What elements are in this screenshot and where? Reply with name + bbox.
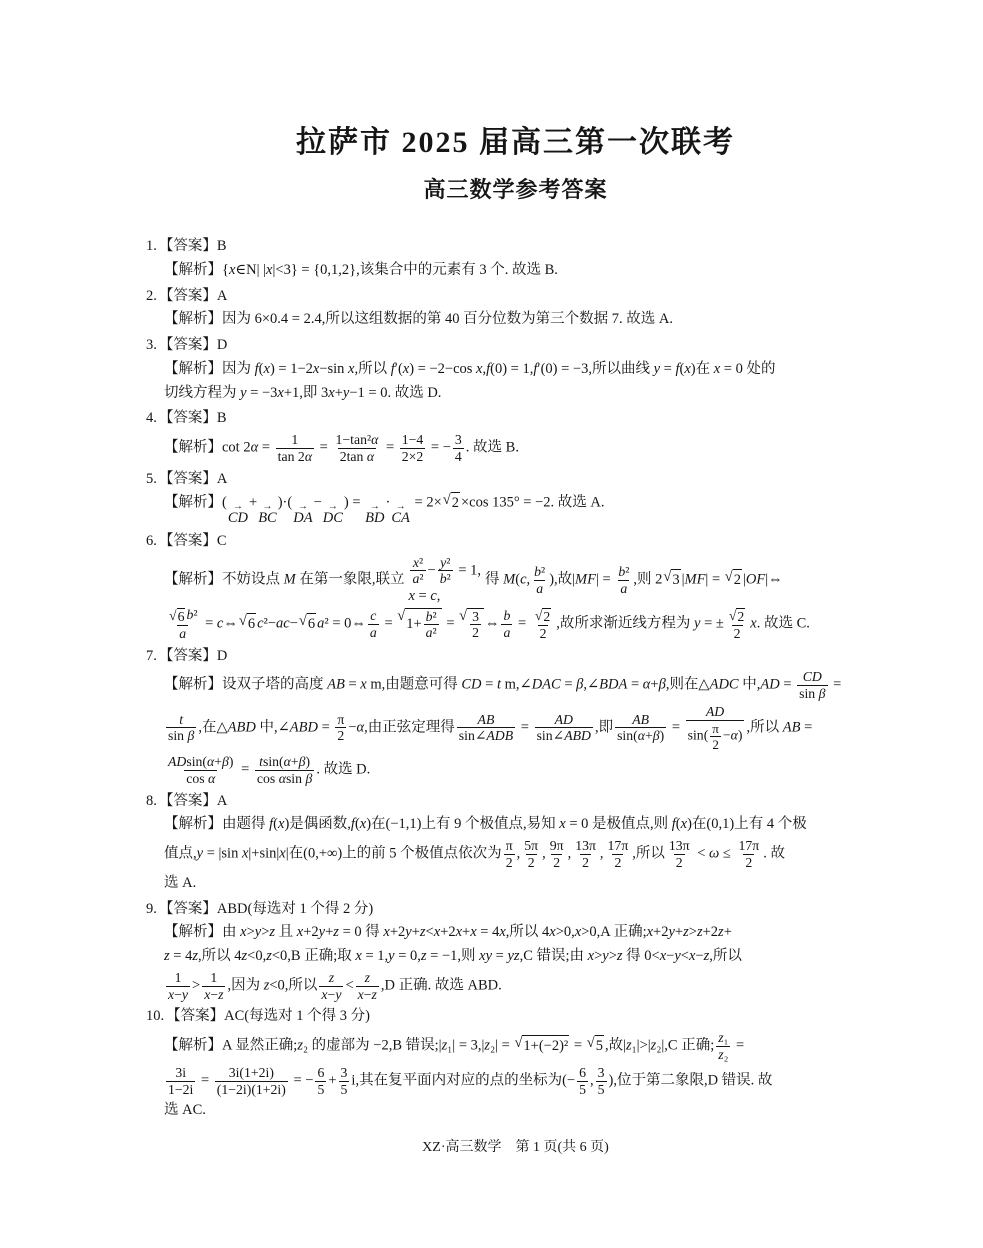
sqrt-radical: √ 6	[169, 607, 185, 624]
item-number: 3.	[146, 337, 157, 353]
solution-line: 【解析】由 x>y>z 且 x+2y+z = 0 得 x+2y+z<x+2x+x = 4x,所以 4x>0,x>0,A 正确;x+2y+z>z+2z+	[164, 924, 732, 941]
fraction: $\frac{\pi}{2}$	[712, 720, 719, 752]
solution-line: 【解析】cot 2α = $\frac{1}{\tan 2\alpha}$ = $\frac{\text{1−tan²α}}{\text{2tan α}}$ = $\frac{1-4}{2\times 2}$ = − $\frac{3}{4}$ . 故选 B.	[164, 432, 519, 464]
sqrt-radical: √ 2	[725, 569, 742, 592]
sqrt-radical: √ 1+(−2)²	[514, 1035, 569, 1058]
fraction: $\frac{1}{x-y}$	[168, 969, 189, 1002]
item-number: 7.	[146, 647, 157, 664]
solution-line: 【解析】因为 6×0.4 = 2.4,所以这组数据的第 40 百分位数为第三个数据 7. 故选 A.	[164, 311, 673, 328]
answer-label: 【答案】	[158, 792, 217, 809]
answer-label: 【答案】	[158, 337, 217, 353]
fraction: b² a²	[425, 608, 437, 641]
answer-label: 【答案】	[158, 532, 217, 549]
answer-line	[146, 236, 885, 258]
page-footer-text: XZ·高三数学 第 1 页(共 6 页)	[422, 1140, 609, 1156]
item-number: 2.	[146, 287, 157, 304]
sqrt-radical: √ 3 2	[459, 608, 484, 642]
fraction: 3 2	[472, 608, 479, 641]
solution-line: √ 6 b² a = c⇔ √ 6 c²−ac− √ 6 a² = 0⇔ $\frac{c}{a}$ = √ 1+ b² a² = √ 3 2 ⇔ $\frac{b}{a}$ = √ 2 2 ,故所求渐近线方程为 y = ± √ 2 2 x. 故选 C.	[146, 607, 885, 641]
fraction: $\frac{3}{5}$	[597, 1064, 605, 1097]
answer-item	[146, 236, 885, 282]
answer-label: 【答案】	[166, 1008, 225, 1025]
item-number: 1.	[146, 238, 157, 254]
vector-arrow: → CD	[227, 501, 248, 526]
fraction: $\frac{1-4}{2\times 2}$	[401, 432, 424, 464]
fraction: $\frac{z}{x-y}$	[321, 969, 342, 1002]
solution-line: 【解析】因为 f(x) = 1−2x−sin x,所以 f′(x) = −2−cos x,f(0) = 1,f′(0) = −3,所以曲线 y = f(x)在 x = 0 处的	[164, 360, 776, 377]
fraction: $\frac{13\pi}{2}$	[668, 838, 690, 870]
item-number: 10.	[146, 1008, 165, 1025]
answer-item	[146, 408, 885, 464]
vector-arrow: → DA	[293, 501, 313, 526]
answer-label: 【答案】	[158, 647, 217, 664]
sqrt-radical: √ 6	[239, 613, 256, 636]
item-number: 5.	[146, 470, 157, 487]
answer-line	[146, 899, 885, 921]
answer-value: A	[216, 287, 228, 304]
answer-item	[146, 531, 885, 642]
fraction: $\frac{b}{a}$	[503, 608, 511, 640]
item-number: 8.	[146, 792, 157, 809]
fraction: $\frac{\text{y²}}{\text{b²}}$	[439, 554, 451, 587]
sqrt-radical: √ 2	[534, 607, 551, 624]
answer-line	[146, 335, 885, 357]
answer-label: 【答案】	[158, 287, 217, 304]
answer-value: B	[216, 410, 227, 427]
solution-line: 选 A.	[164, 874, 197, 891]
fraction: $\frac{5\pi}{2}$	[524, 838, 539, 870]
fraction: $\frac{1}{x-z}$	[204, 969, 224, 1002]
sqrt-radical: √ 2	[443, 492, 460, 515]
fraction: $\frac{17\pi}{2}$	[607, 838, 629, 870]
fraction: AB sin∠ADB	[458, 711, 514, 744]
answer-item	[146, 286, 885, 332]
answer-item	[146, 1006, 885, 1121]
answer-line	[146, 408, 885, 430]
fraction: $\frac{\text{b²}}{a}$	[618, 563, 630, 596]
answer-label: 【答案】	[158, 410, 217, 427]
fraction: $\frac{\pi}{2}$	[505, 838, 513, 870]
vector-arrow: → BC	[258, 501, 277, 526]
answer-value: D	[216, 647, 228, 664]
fraction: $\frac{AB}{\sin(\alpha+\beta)}$	[617, 711, 665, 744]
fraction: $\frac{13\pi}{2}$	[575, 838, 596, 870]
equation-system: $\frac{\text{x²}}{\text{a²}}$ − $\frac{\text{y²}}{\text{b²}}$ = 1, x = c,	[408, 554, 482, 605]
answer-item	[146, 646, 885, 787]
solution-line: 【解析】设双子塔的高度 AB = x m,由题意可得 CD = t m,∠DAC = β,∠BDA = α+β,则在△ADC 中,AD = $\frac{CD}{\text{sin β}}$ =	[164, 669, 842, 702]
fraction: $\frac{6}{5}$	[317, 1064, 325, 1097]
sqrt-radical: √ 5	[587, 1035, 604, 1058]
fraction: $\frac{9\pi}{2}$	[549, 838, 564, 870]
page-subtitle: 高三数学参考答案	[423, 177, 608, 202]
fraction: $\frac{\text{x²}}{\text{a²}}$	[412, 554, 424, 587]
sqrt-radical: √ 1+ b² a²	[397, 608, 441, 642]
fraction: √ 2 2	[728, 607, 745, 641]
answer-line	[146, 469, 885, 491]
solution-line: 切线方程为 y = −3x+1,即 3x+y−1 = 0. 故选 D.	[164, 384, 442, 401]
answer-label: 【答案】	[158, 238, 217, 254]
document-page	[146, 120, 885, 1158]
fraction: $\frac{c}{a}$	[369, 608, 377, 640]
answer-value: C	[216, 532, 227, 549]
answer-value: AC(每选对 1 个得 3 分)	[224, 1008, 370, 1025]
fraction: $\frac{CD}{\text{sin β}}$	[799, 669, 826, 702]
fraction: $\frac{3i(1+2i)}{(1-2i)(1+2i)}$	[216, 1064, 286, 1097]
answer-line	[146, 646, 885, 668]
answer-value: A	[216, 792, 228, 809]
fraction: $\frac{3}{4}$	[454, 432, 462, 464]
item-number: 4.	[146, 410, 157, 427]
answer-label: 【答案】	[158, 900, 217, 917]
fraction: $\frac{1}{\tan 2\alpha}$	[277, 432, 313, 464]
answer-line	[146, 531, 885, 553]
fraction: AD sin∠ABD	[536, 711, 591, 744]
fraction: $\frac{17\pi}{2}$	[738, 838, 760, 870]
vector-arrow: → BD	[365, 501, 385, 526]
solution-line: 【解析】{x∈N| |x|<3} = {0,1,2},该集合中的元素有 3 个. 故选 B.	[164, 261, 558, 278]
fraction: AD sin( $\frac{\pi}{2}$ −α)	[687, 703, 743, 752]
vector-arrow: → CA	[391, 501, 410, 526]
fraction: √ 2 2	[534, 607, 551, 641]
solution-line: z = 4z,所以 4z<0,z<0,B 正确;取 x = 1,y = 0,z = −1,则 xy = yz,C 错误;由 x>y>z 得 0<x−y<x−z,所以	[164, 948, 742, 965]
answer-line	[146, 1006, 885, 1028]
fraction: $\frac{6}{5}$	[579, 1064, 586, 1097]
fraction: $\frac{\text{z₁}}{\text{z₂}}$	[718, 1030, 729, 1063]
solution-line: $\frac{ADsin(\alpha+\beta)}{\text{cos α}}$ = $\frac{tsin(\alpha+\beta)}{\text{cos αsin β}}$ . 故选 D.	[168, 753, 371, 786]
fraction: $\frac{tsin(\alpha+\beta)}{\text{cos αsin β}}$	[256, 753, 313, 786]
item-number: 9.	[146, 900, 157, 917]
answer-value: ABD(每选对 1 个得 2 分)	[216, 900, 374, 917]
fraction: $\frac{t}{\text{sin β}}$	[168, 711, 195, 744]
vector-arrow: → DC	[322, 501, 343, 526]
fraction: $\frac{ADsin(\alpha+\beta)}{\text{cos α}}$	[168, 753, 234, 786]
answer-label: 【答案】	[158, 470, 217, 487]
solution-line: 值点,y = |sin x|+sin|x|在(0,+∞)上的前 5 个极值点依次为 $\frac{\pi}{2}$ , $\frac{5\pi}{2}$ , $\frac{9\pi}{2}$ , $\frac{13\pi}{2}$ , $\frac{17\pi}{2}$ ,所以 $\frac{13\pi}{2}$ < ω ≤ $\frac{17\pi}{2}$ . 故	[164, 838, 785, 870]
sqrt-radical: √ 6	[299, 613, 316, 636]
fraction: $\frac{\text{1−tan²α}}{\text{2tan α}}$	[335, 432, 379, 464]
solution-line: $\frac{1}{x-y}$ > $\frac{1}{x-z}$ ,因为 z<0,所以 $\frac{z}{x-y}$ < $\frac{z}{x-z}$ ,D 正确. 故选 ABD.	[168, 969, 502, 1002]
solution-line: $\frac{3i}{1-2i}$ = $\frac{3i(1+2i)}{(1-2i)(1+2i)}$ = − $\frac{6}{5}$ + $\frac{3}{5}$ i,其在复平面内对应的点的坐标为(− $\frac{6}{5}$ , $\frac{3}{5}$ ),位于第二象限,D 错误. 故	[168, 1064, 773, 1097]
page-footer	[146, 1137, 885, 1158]
solution-line: 【解析】由题得 f(x)是偶函数,f(x)在(−1,1)上有 9 个极值点,易知 x = 0 是极值点,则 f(x)在(0,1)上有 4 个极	[164, 816, 807, 833]
fraction: $\frac{z}{x-z}$	[357, 969, 377, 1002]
solution-line: 选 AC.	[164, 1101, 206, 1118]
answer-item	[146, 469, 885, 527]
page-title: 拉萨市 2025 届高三第一次联考	[296, 126, 735, 159]
fraction: $\frac{3}{5}$	[340, 1064, 348, 1097]
solution-line: $\frac{t}{\text{sin β}}$ ,在△ABD 中,∠ABD = $\frac{\pi}{2}$ −α,由正弦定理得 AB sin∠ADB = AD sin∠ABD ,即 $\frac{AB}{\sin(\alpha+\beta)}$ = AD sin( $\frac{\pi}{2}$ −α) ,所以 AB =	[168, 703, 813, 752]
answer-item	[146, 899, 885, 1003]
answer-value: B	[216, 238, 227, 254]
fraction: $\frac{\pi}{2}$	[337, 711, 345, 744]
solution-line: 【解析】A 显然正确;z₂ 的虚部为 −2,B 错误;|z₁| = 3,|z₂| = √ 1+(−2)² = √ 5 ,故|z₁|>|z₂|,C 正确; $\frac{\text{z₁}}{\text{z₂}}$ =	[164, 1030, 745, 1063]
answer-value: D	[216, 337, 228, 353]
answer-line	[146, 791, 885, 813]
answer-item	[146, 791, 885, 895]
item-number: 6.	[146, 532, 157, 549]
solution-line: 【解析】( → CD + → BC )·( → DA − → DC ) = → BD · → CA = 2× √ 2 ×cos 135° = −2. 故选 A.	[164, 492, 605, 526]
answer-item	[146, 335, 885, 404]
sqrt-radical: √ 2	[728, 607, 745, 624]
answer-value: A	[216, 470, 228, 487]
fraction: $\frac{3i}{1-2i}$	[168, 1064, 194, 1097]
answer-list	[146, 236, 885, 1121]
solution-line: 【解析】不妨设点 M 在第一象限,联立 $\frac{\text{x²}}{\text{a²}}$ − $\frac{\text{y²}}{\text{b²}}$ = 1, x = c, 得 M(c, $\frac{\text{b²}}{a}$ ),故|MF| = $\frac{\text{b²}}{a}$ ,则 2 √ 3 |MF| = √ 2 |OF|⇔	[164, 554, 783, 605]
fraction: √ 6 b² a	[169, 607, 198, 641]
sqrt-radical: √ 3	[663, 569, 680, 592]
answer-line	[146, 286, 885, 308]
fraction: $\frac{\text{b²}}{a}$	[534, 563, 546, 596]
